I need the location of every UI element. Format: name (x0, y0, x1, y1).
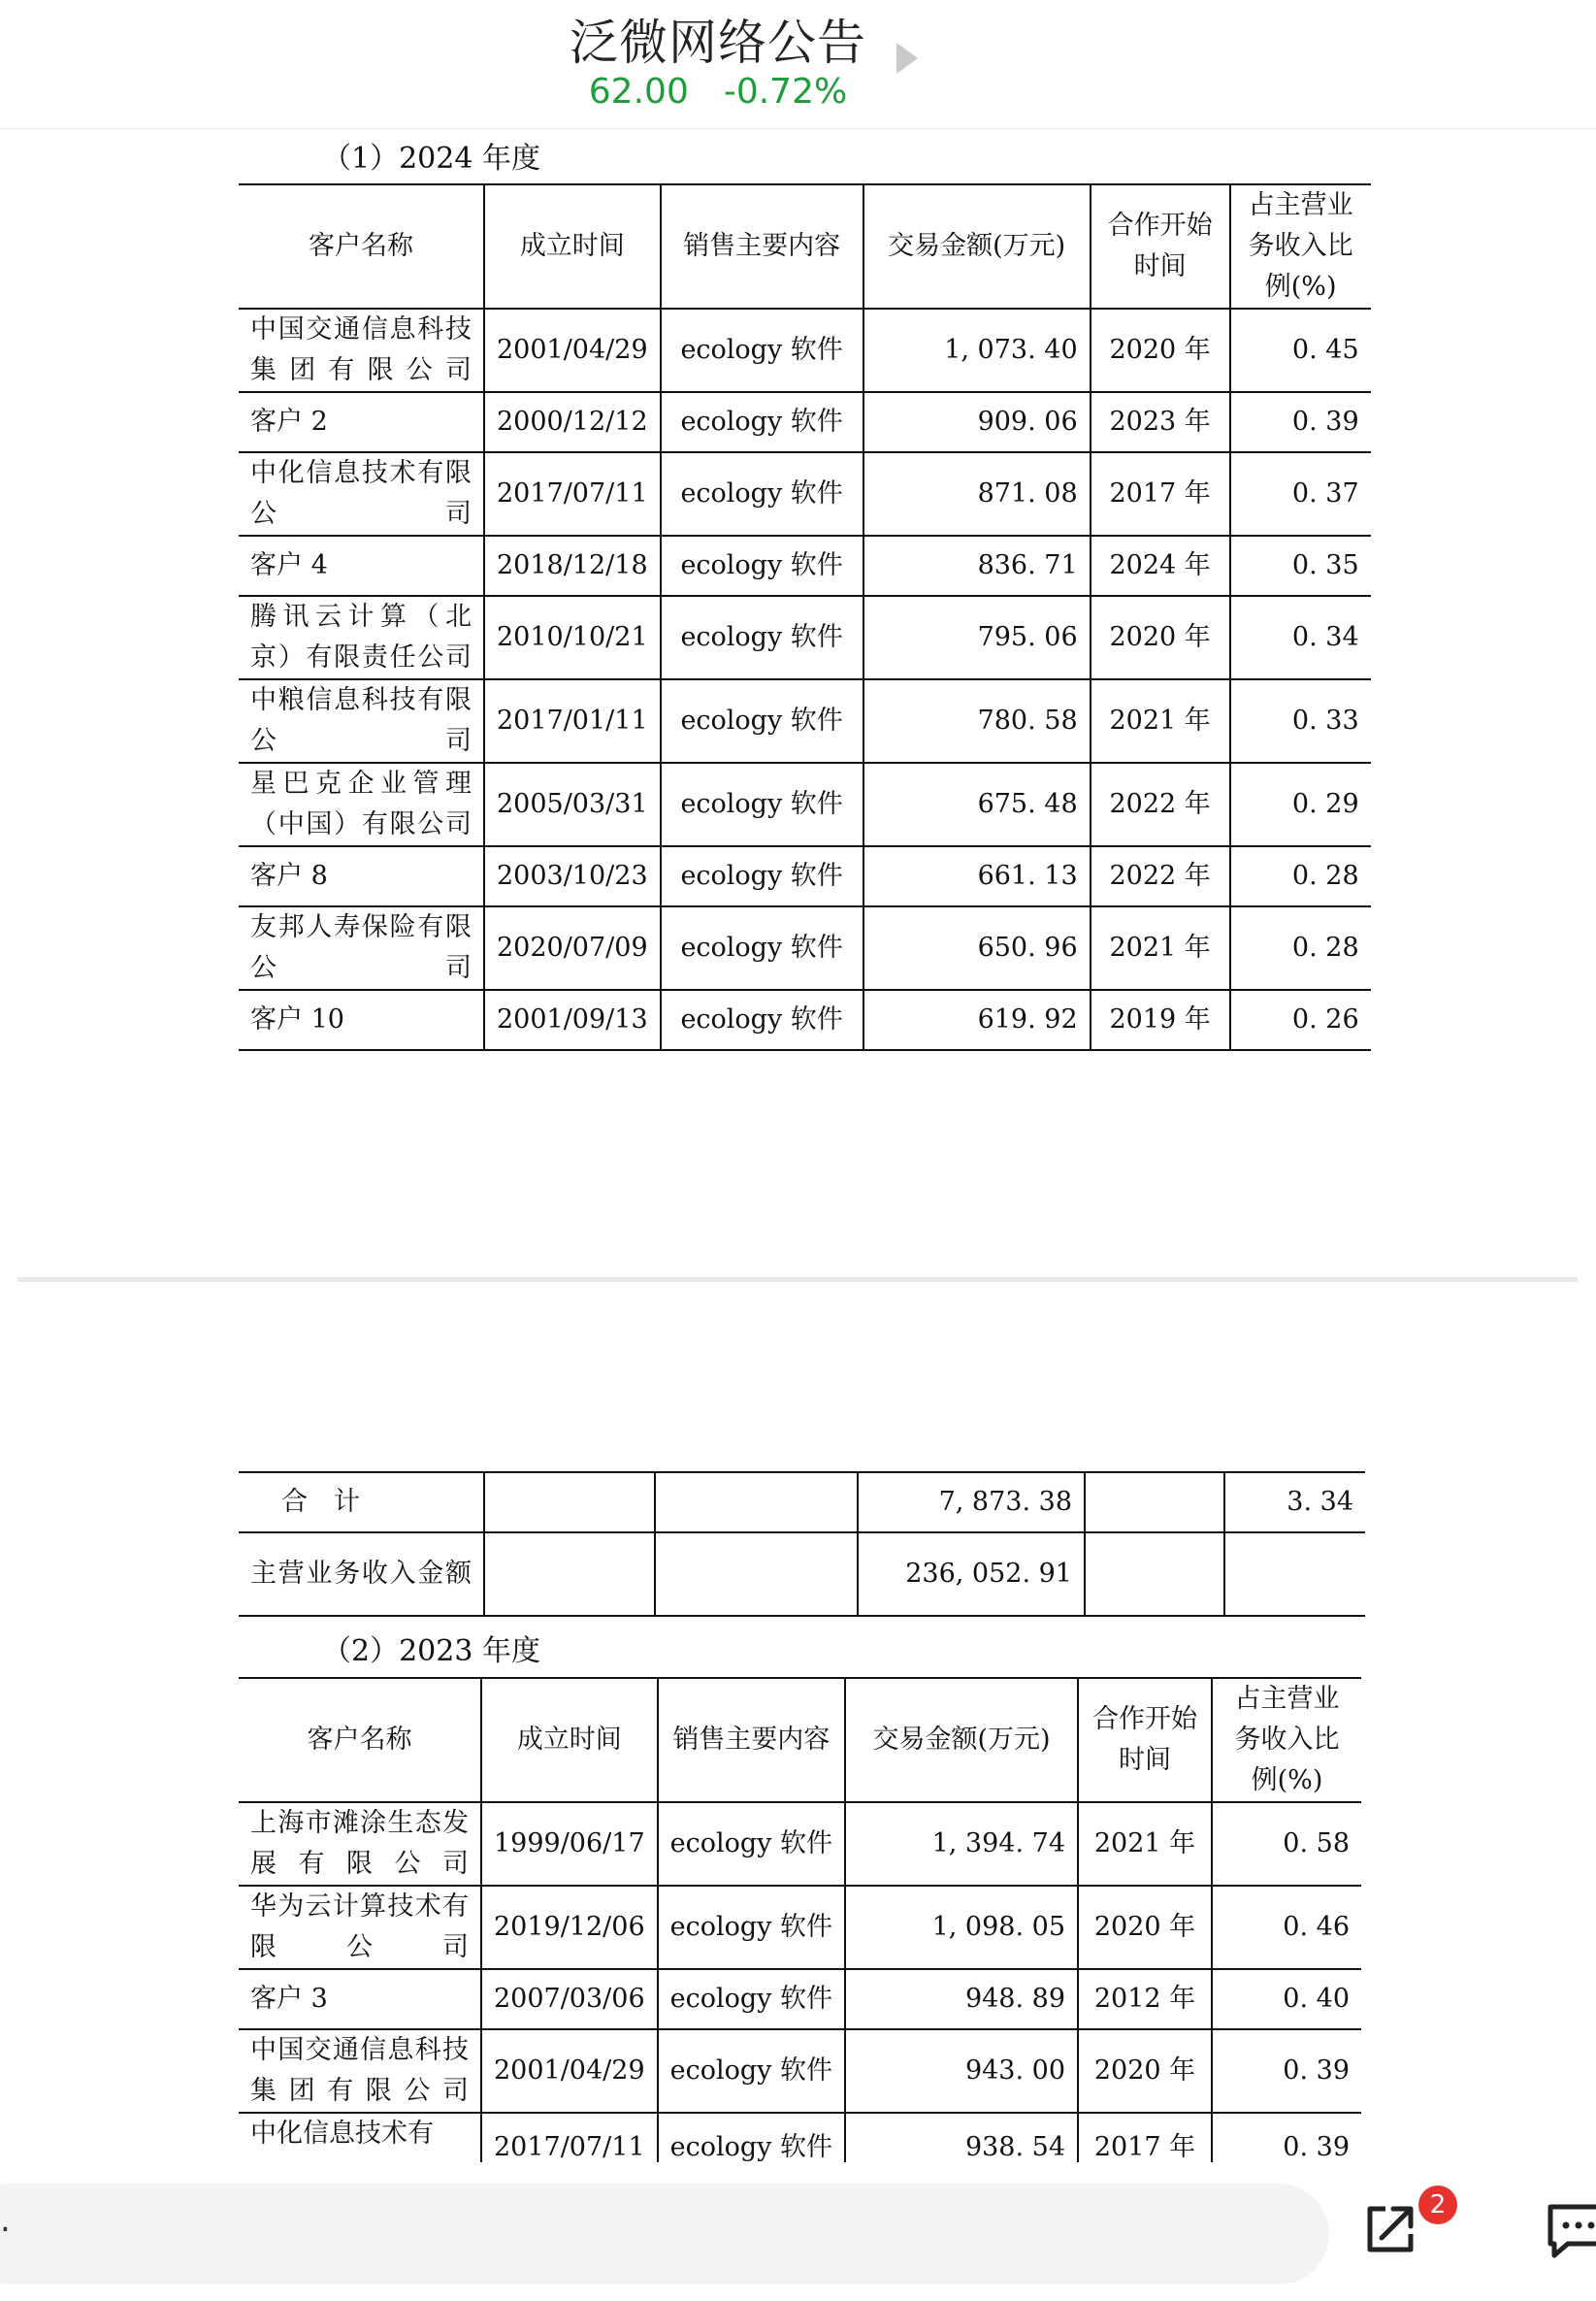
customer-table-2024 (239, 183, 1371, 1051)
customer-name: 友邦人寿保险有限公司 (239, 906, 484, 990)
sales-content: ecology 软件 (661, 679, 863, 763)
table-row (239, 452, 1371, 536)
sales-content: ecology 软件 (658, 1802, 845, 1886)
customer-name: 中国交通信息科技集团有限公司 (239, 309, 484, 392)
amount: 948. 89 (845, 1969, 1078, 2029)
amount: 780. 58 (863, 679, 1091, 763)
amount: 675. 48 (863, 763, 1091, 846)
share-icon[interactable] (1362, 2201, 1418, 2257)
ratio: 0. 39 (1212, 2029, 1361, 2113)
customer-table-2023 (239, 1677, 1361, 2197)
table-row (239, 990, 1371, 1050)
header-cell: 交易金额(万元) (845, 1678, 1078, 1802)
sales-content: ecology 软件 (658, 1886, 845, 1969)
customer-name: 星巴克企业管理（中国）有限公司 (239, 763, 484, 846)
total-amount: 7, 873. 38 (858, 1472, 1085, 1532)
start-year: 2022 年 (1091, 763, 1230, 846)
start-year: 2019 年 (1091, 990, 1230, 1050)
sales-content: ecology 软件 (658, 1969, 845, 2029)
founded-date: 2007/03/06 (481, 1969, 658, 2029)
customer-name: 腾讯云计算（北京）有限责任公司 (239, 596, 484, 679)
amount: 836. 71 (863, 536, 1091, 596)
ratio: 0. 34 (1230, 596, 1371, 679)
table-row (239, 1802, 1361, 1886)
total-ratio: 3. 34 (1224, 1472, 1365, 1532)
header-cell: 客户名称 (239, 1678, 481, 1802)
play-icon[interactable] (896, 43, 918, 74)
founded-date: 2003/10/23 (484, 846, 661, 906)
start-year: 2023 年 (1091, 392, 1230, 452)
amount: 1, 073. 40 (863, 309, 1091, 392)
start-year: 2020 年 (1091, 309, 1230, 392)
comment-input[interactable] (0, 2184, 1329, 2285)
founded-date: 1999/06/17 (481, 1802, 658, 1886)
sales-content: ecology 软件 (661, 846, 863, 906)
empty-cell (484, 1472, 655, 1532)
amount: 943. 00 (845, 2029, 1078, 2113)
stock-quote[interactable] (0, 72, 1436, 112)
start-year: 2017 年 (1078, 2113, 1212, 2196)
sales-content: ecology 软件 (661, 596, 863, 679)
ratio: 0. 58 (1212, 1802, 1361, 1886)
sales-content: ecology 软件 (661, 906, 863, 990)
header-cell: 成立时间 (484, 184, 661, 309)
customer-name: 客户 4 (239, 536, 484, 596)
empty-cell (655, 1472, 858, 1532)
start-year: 2021 年 (1091, 679, 1230, 763)
table-row (239, 679, 1371, 763)
header-cell: 占主营业务收入比例(%) (1230, 184, 1371, 309)
total-row (239, 1472, 1365, 1532)
start-year: 2017 年 (1091, 452, 1230, 536)
sales-content: ecology 软件 (661, 309, 863, 392)
revenue-amount: 236, 052. 91 (858, 1532, 1085, 1616)
header-cell: 合作开始时间 (1078, 1678, 1212, 1802)
table-header-row (239, 184, 1371, 309)
start-year: 2012 年 (1078, 1969, 1212, 2029)
ratio: 0. 33 (1230, 679, 1371, 763)
empty-cell (1085, 1532, 1224, 1616)
founded-date: 2018/12/18 (484, 536, 661, 596)
table-row (239, 846, 1371, 906)
section2-caption: （2）2023 年度 (322, 1634, 540, 1668)
founded-date: 2017/01/11 (484, 679, 661, 763)
empty-cell (655, 1532, 858, 1616)
amount: 650. 96 (863, 906, 1091, 990)
start-year: 2022 年 (1091, 846, 1230, 906)
founded-date: 2005/03/31 (484, 763, 661, 846)
amount: 909. 06 (863, 392, 1091, 452)
amount: 619. 92 (863, 990, 1091, 1050)
message-icon[interactable] (1545, 2201, 1596, 2259)
amount: 871. 08 (863, 452, 1091, 536)
stock-change: -0.72% (723, 72, 848, 112)
amount: 1, 098. 05 (845, 1886, 1078, 1969)
founded-date: 2001/09/13 (484, 990, 661, 1050)
ratio: 0. 28 (1230, 846, 1371, 906)
start-year: 2020 年 (1091, 596, 1230, 679)
ratio: 0. 46 (1212, 1886, 1361, 1969)
ratio: 0. 40 (1212, 1969, 1361, 2029)
table-row (239, 763, 1371, 846)
customer-name: 客户 2 (239, 392, 484, 452)
customer-name: 上海市滩涂生态发展有限公司 (239, 1802, 481, 1886)
total-label: 合 计 (239, 1472, 484, 1532)
amount: 661. 13 (863, 846, 1091, 906)
customer-name: 客户 10 (239, 990, 484, 1050)
ratio: 0. 39 (1230, 392, 1371, 452)
founded-date: 2000/12/12 (484, 392, 661, 452)
sales-content: ecology 软件 (661, 392, 863, 452)
page-divider (17, 1277, 1578, 1282)
table-row (239, 1886, 1361, 1969)
ratio: 0. 35 (1230, 536, 1371, 596)
customer-name: 客户 8 (239, 846, 484, 906)
revenue-row (239, 1532, 1365, 1616)
ratio: 0. 29 (1230, 763, 1371, 846)
customer-name: 中化信息技术有限公司 (239, 452, 484, 536)
founded-date: 2017/07/11 (481, 2113, 658, 2196)
start-year: 2021 年 (1091, 906, 1230, 990)
sales-content: ecology 软件 (661, 763, 863, 846)
customer-name: 中粮信息科技有限公司 (239, 679, 484, 763)
start-year: 2024 年 (1091, 536, 1230, 596)
customer-name: 华为云计算技术有限公司 (239, 1886, 481, 1969)
share-badge: 2 (1418, 2186, 1457, 2224)
page-title: 泛微网络公告 (570, 15, 866, 71)
start-year: 2020 年 (1078, 2029, 1212, 2113)
founded-date: 2019/12/06 (481, 1886, 658, 1969)
empty-cell (484, 1532, 655, 1616)
section1-caption: （1）2024 年度 (322, 142, 540, 176)
header-cell: 客户名称 (239, 184, 484, 309)
amount: 795. 06 (863, 596, 1091, 679)
founded-date: 2001/04/29 (481, 2029, 658, 2113)
start-year: 2021 年 (1078, 1802, 1212, 1886)
customer-name: 中国交通信息科技集团有限公司 (239, 2029, 481, 2113)
amount: 938. 54 (845, 2113, 1078, 2196)
app-header (0, 0, 1596, 129)
header-cell: 成立时间 (481, 1678, 658, 1802)
founded-date: 2020/07/09 (484, 906, 661, 990)
header-cell: 交易金额(万元) (863, 184, 1091, 309)
sales-content: ecology 软件 (661, 452, 863, 536)
sales-content: ecology 软件 (658, 2029, 845, 2113)
table-row (239, 1969, 1361, 2029)
ratio: 0. 28 (1230, 906, 1371, 990)
amount: 1, 394. 74 (845, 1802, 1078, 1886)
customer-table-2024-totals (239, 1471, 1365, 1617)
table-row (239, 2029, 1361, 2113)
header-cell: 占主营业务收入比例(%) (1212, 1678, 1361, 1802)
start-year: 2020 年 (1078, 1886, 1212, 1969)
table-row (239, 392, 1371, 452)
header-cell: 合作开始时间 (1091, 184, 1230, 309)
sales-content: ecology 软件 (661, 990, 863, 1050)
empty-cell (1085, 1472, 1224, 1532)
header-cell: 销售主要内容 (658, 1678, 845, 1802)
ratio: 0. 26 (1230, 990, 1371, 1050)
ratio: 0. 45 (1230, 309, 1371, 392)
stock-price: 62.00 (588, 72, 689, 112)
table-row (239, 906, 1371, 990)
table-row (239, 309, 1371, 392)
founded-date: 2001/04/29 (484, 309, 661, 392)
customer-name: 客户 3 (239, 1969, 481, 2029)
bottom-action-bar (0, 2162, 1596, 2301)
customer-name: 中化信息技术有 (239, 2113, 481, 2196)
ratio: 0. 37 (1230, 452, 1371, 536)
revenue-label: 主营业务收入金额 (239, 1532, 484, 1616)
sales-content: ecology 软件 (658, 2113, 845, 2196)
header-cell: 销售主要内容 (661, 184, 863, 309)
table-header-row (239, 1678, 1361, 1802)
sales-content: ecology 软件 (661, 536, 863, 596)
table-row (239, 536, 1371, 596)
empty-cell (1224, 1532, 1365, 1616)
founded-date: 2017/07/11 (484, 452, 661, 536)
table-row (239, 596, 1371, 679)
comment-placeholder: . (0, 2201, 11, 2240)
ratio: 0. 39 (1212, 2113, 1361, 2196)
founded-date: 2010/10/21 (484, 596, 661, 679)
